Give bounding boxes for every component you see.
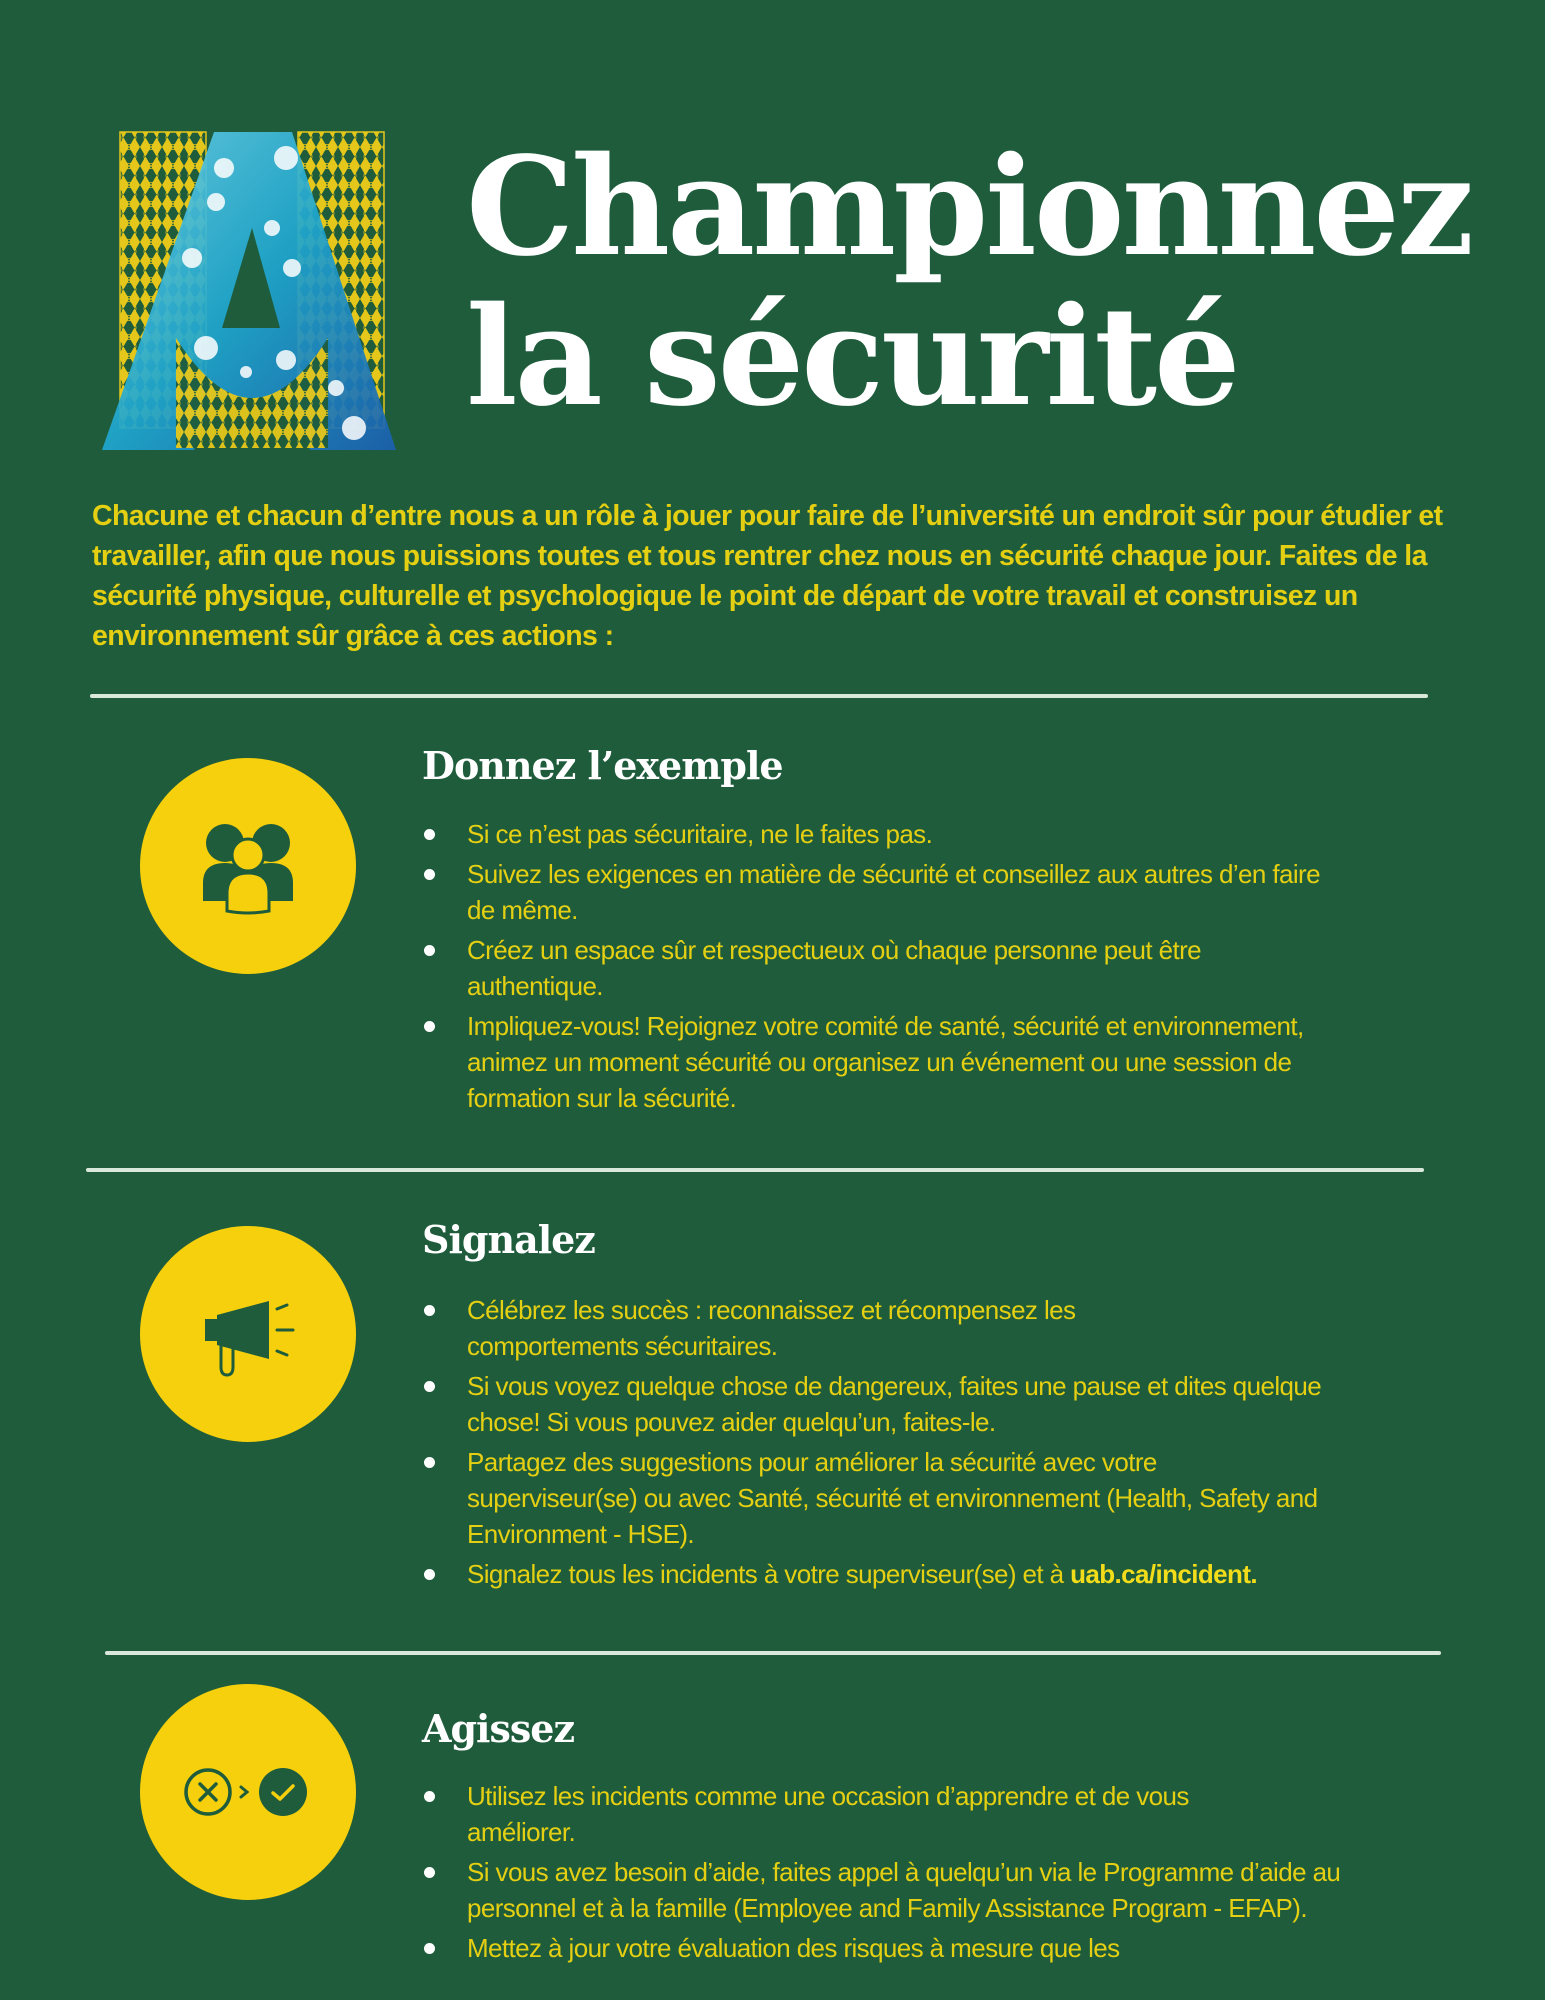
list-item-text: Signalez tous les incidents à votre superviseur(se) et à [467,1559,1071,1589]
list-item: Partagez des suggestions pour améliorer la sécurité avec votre superviseur(se) ou avec Santé, sécurité et environnement (Health, Safety and Environment - HSE). [420,1444,1327,1552]
section-divider [105,1651,1441,1655]
list-item: Suivez les exigences en matière de sécurité et conseillez aux autres d’en faire de même. [420,856,1320,928]
section-heading-lead-by-example: Donnez l’exemple [422,743,783,788]
list-item: Mettez à jour votre évaluation des risques à mesure que les [420,1930,1380,1966]
x-to-check-icon [183,1762,313,1822]
list-item: Si ce n’est pas sécuritaire, ne le faites pas. [420,816,1320,852]
university-a-logo-icon [96,128,408,454]
university-logo [96,128,408,454]
list-item: Célébrez les succès : reconnaissez et récompensez les comportements sécuritaires. [420,1292,1247,1364]
bullet-list [420,816,1320,1120]
title-line-2: la sécurité [466,277,1238,437]
megaphone-icon [193,1279,303,1389]
list-item: Si vous voyez quelque chose de dangereux, faites une pause et dites quelque chose! Si vous pouvez aider quelqu’un, faites-le. [420,1368,1380,1440]
incident-report-link[interactable]: uab.ca/incident. [1070,1559,1258,1589]
title-line-1: Championnez [466,127,1472,287]
list-item: Créez un espace sûr et respectueux où chaque personne peut être authentique. [420,932,1320,1004]
section-divider [90,694,1428,698]
list-item: Utilisez les incidents comme une occasion d’apprendre et de vous améliorer. [420,1778,1227,1850]
section-icon-circle [140,1226,356,1442]
page-title [466,127,1472,437]
section-icon-circle [140,758,356,974]
list-item: Impliquez-vous! Rejoignez votre comité de santé, sécurité et environnement, animez un moment sécurité ou organisez un événement ou une session de formation sur la sécurité. [420,1008,1320,1116]
bullet-list [420,1292,1380,1596]
section-divider [86,1168,1424,1172]
section-heading-act: Agissez [422,1706,575,1751]
intro-paragraph: Chacune et chacun d’entre nous a un rôle à jouer pour faire de l’université un endroit sûr pour étudier et travailler, afin que nous puissions toutes et tous rentrer chez nous en sécurité chaque jour. Faites de la sécurité physique, culturelle et psychologique le point de départ de votre travail et construisez un environnement sûr grâce à ces actions : [92,500,1443,652]
section-heading-report: Signalez [422,1217,595,1262]
people-group-icon [193,811,303,921]
bullet-list [420,1778,1380,1970]
list-item: Si vous avez besoin d’aide, faites appel à quelqu’un via le Programme d’aide au personnel et à la famille (Employee and Family Assistance Program - EFAP). [420,1854,1380,1926]
section-icon-circle [140,1684,356,1900]
list-item [420,1556,1380,1592]
